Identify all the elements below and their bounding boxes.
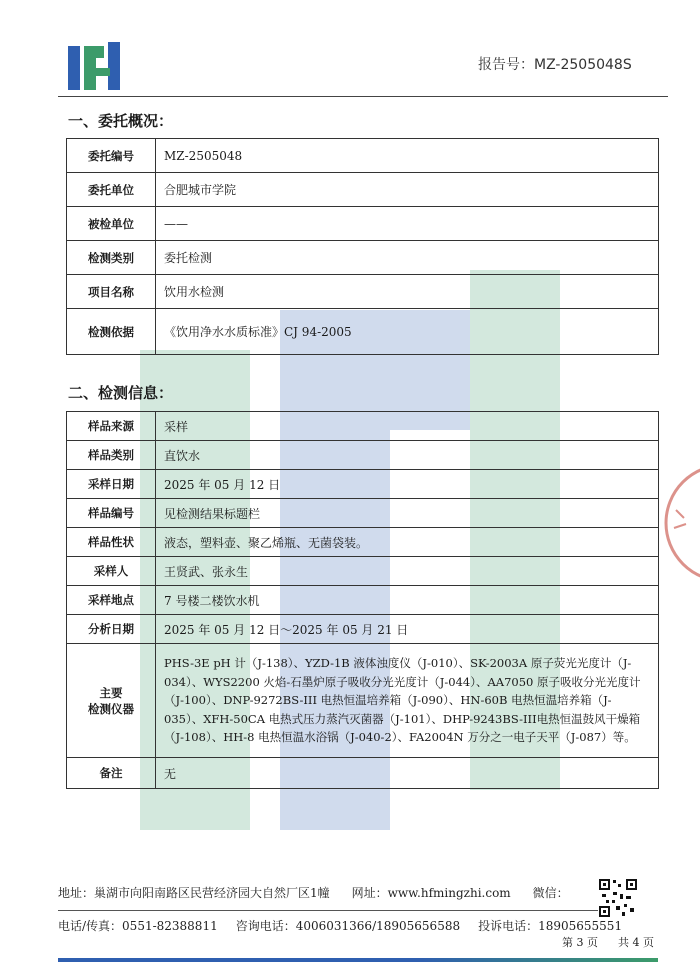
table-row <box>67 173 659 207</box>
test-info-table <box>66 411 659 789</box>
row-label: 采样地点 <box>67 586 156 615</box>
footer-contact-line2 <box>58 917 622 934</box>
row-value: 2025 年 05 月 12 日～2025 年 05 月 21 日 <box>156 615 659 644</box>
row-label: 采样日期 <box>67 470 156 499</box>
row-value: 见检测结果标题栏 <box>156 499 659 528</box>
table-row <box>67 309 659 355</box>
row-value: 2025 年 05 月 12 日 <box>156 470 659 499</box>
instruments-label-line2: 检测仪器 <box>88 701 134 716</box>
table-row <box>67 275 659 309</box>
remark-value: 无 <box>156 758 659 789</box>
section-title-commission: 一、委托概况： <box>68 112 174 130</box>
instruments-value: PHS-3E pH 计（J-138）、YZD-1B 液体浊度仪（J-010）、SK-2003A 原子荧光光度计（J-034）、WYS2200 火焰-石墨炉原子吸收分光光度计（J-044）、AA7050 原子吸收分光光度计（J-100）、DNP-9272BS-III 电热恒温培养箱（J-090）、HN-60B 电热恒温培养箱（J-035）、XFH-50CA 电热式压力蒸汽灭菌器（J-101）、DHP-9243BS-III电热恒温鼓风干燥箱 （J-108）、HH-8 电热恒温水浴锅（J-040-2）、FA2004N 万分之一电子天平（J-087）等。 <box>156 644 659 758</box>
commission-table <box>66 138 659 355</box>
table-row-instruments <box>67 644 659 758</box>
header-divider <box>58 96 668 97</box>
row-value: 《饮用净水水质标准》CJ 94-2005 <box>156 309 659 355</box>
instruments-label-line1: 主要 <box>99 685 123 700</box>
footer-wechat: 微信： <box>532 886 569 900</box>
row-value: 直饮水 <box>156 441 659 470</box>
footer-complaint: 投诉电话：18905655551 <box>478 919 623 933</box>
footer-contact-line1 <box>58 884 569 901</box>
footer-address: 地址：巢湖市向阳南路区民营经济园大自然厂区1幢 <box>58 886 330 900</box>
row-label: 项目名称 <box>67 275 156 309</box>
page-total: 共 4 页 <box>618 936 654 949</box>
row-value: 委托检测 <box>156 241 659 275</box>
red-seal-stamp <box>662 448 700 598</box>
row-value: 液态，塑料壶、聚乙烯瓶、无菌袋装。 <box>156 528 659 557</box>
row-value: 饮用水检测 <box>156 275 659 309</box>
row-value: 合肥城市学院 <box>156 173 659 207</box>
footer-consult: 咨询电话：4006031366/18905656588 <box>235 919 461 933</box>
row-label: 委托编号 <box>67 139 156 173</box>
table-row <box>67 586 659 615</box>
table-row <box>67 207 659 241</box>
section-title-test-info: 二、检测信息： <box>68 384 174 402</box>
row-value: 7 号楼二楼饮水机 <box>156 586 659 615</box>
row-label: 采样人 <box>67 557 156 586</box>
row-label: 分析日期 <box>67 615 156 644</box>
table-row-remark <box>67 758 659 789</box>
footer-color-bar <box>58 958 658 962</box>
row-label: 委托单位 <box>67 173 156 207</box>
table-row <box>67 241 659 275</box>
footer-phone: 电话/传真：0551-82388811 <box>58 919 218 933</box>
row-label: 样品来源 <box>67 412 156 441</box>
row-label: 检测类别 <box>67 241 156 275</box>
table-row <box>67 528 659 557</box>
table-row <box>67 139 659 173</box>
row-label: 检测依据 <box>67 309 156 355</box>
row-value: MZ-2505048 <box>156 139 659 173</box>
row-label: 样品类别 <box>67 441 156 470</box>
row-value: 采样 <box>156 412 659 441</box>
row-label: 被检单位 <box>67 207 156 241</box>
footer-website: 网址：www.hfmingzhi.com <box>351 886 511 900</box>
qr-code <box>598 878 638 918</box>
table-row <box>67 412 659 441</box>
row-label: 样品性状 <box>67 528 156 557</box>
table-row <box>67 499 659 528</box>
row-value: —— <box>156 207 659 241</box>
footer-divider <box>58 910 638 911</box>
table-row <box>67 470 659 499</box>
table-row <box>67 441 659 470</box>
table-row <box>67 615 659 644</box>
row-label: 样品编号 <box>67 499 156 528</box>
page-number: 第 3 页 <box>562 936 598 949</box>
remark-label: 备注 <box>67 758 156 789</box>
table-row <box>67 557 659 586</box>
row-value: 王贤武、张永生 <box>156 557 659 586</box>
instruments-label <box>67 644 156 758</box>
company-logo <box>66 38 122 94</box>
report-number: 报告号：MZ-2505048S <box>478 57 632 73</box>
